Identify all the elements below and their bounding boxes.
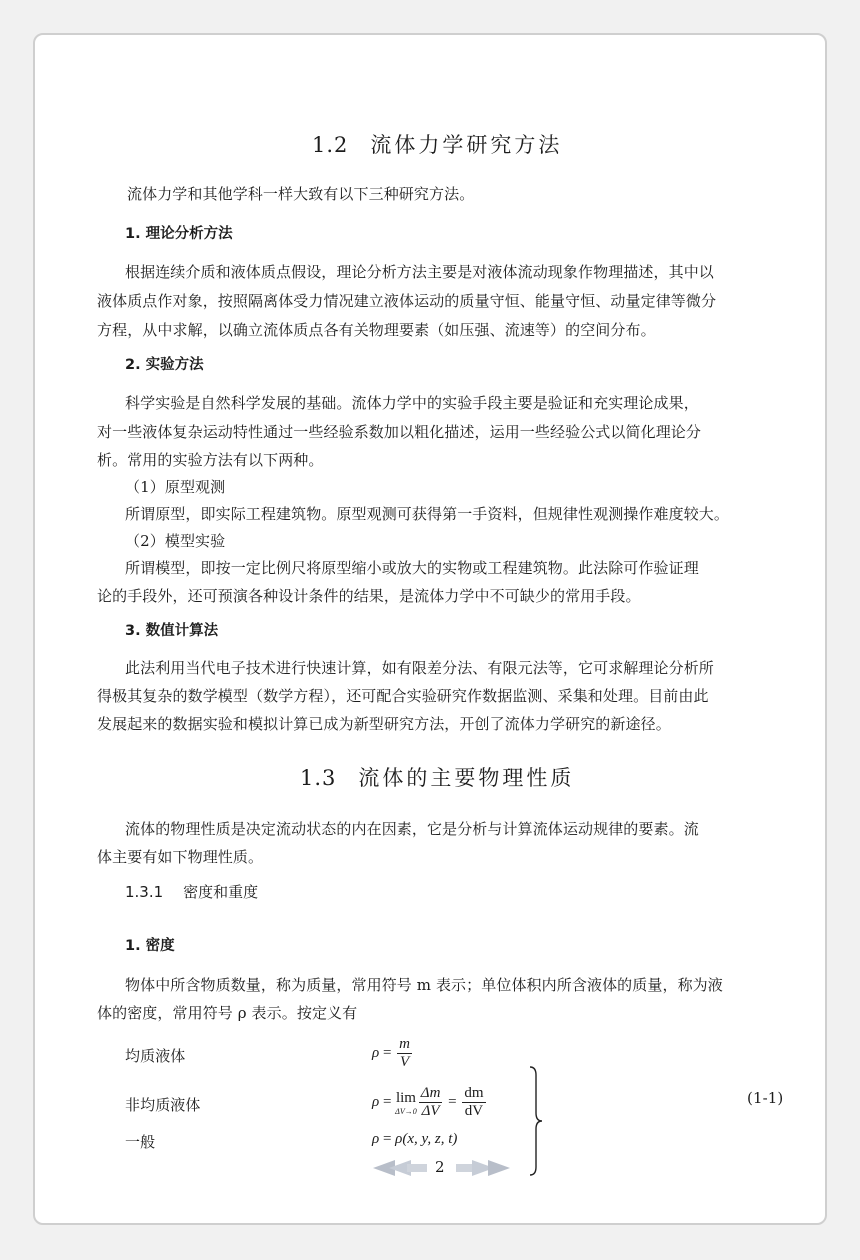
section-title-text: 流体力学研究方法 — [370, 133, 563, 157]
heading-experimental-method: 2. 实验方法 — [125, 357, 204, 373]
subsection-number: 1.3.1 — [125, 883, 164, 901]
subsection-title-text: 密度和重度 — [183, 883, 259, 901]
paragraph-line: 得极其复杂的数学模型（数学方程），还可配合实验研究作数据监测、采集和处理。目前由此 — [97, 687, 709, 705]
paragraph-line: 液体质点作对象，按照隔离体受力情况建立液体运动的质量守恒、能量守恒、动量定律等微分 — [97, 292, 717, 310]
subsection-title-1-3-1 — [125, 881, 258, 902]
paragraph-line: 发展起来的数据实验和模拟计算已成为新型研究方法，开创了流体力学研究的新途径。 — [97, 715, 671, 733]
heading-density: 1. 密度 — [125, 938, 175, 954]
section-number: 1.3 — [300, 766, 337, 790]
section-intro: 流体力学和其他学科一样大致有以下三种研究方法。 — [127, 185, 475, 203]
heading-theory-method: 1. 理论分析方法 — [125, 226, 233, 242]
paragraph-line: 流体的物理性质是决定流动状态的内在因素，它是分析与计算流体运动规律的要素。流 — [125, 820, 699, 838]
paragraph-line: 所谓原型，即实际工程建筑物。原型观测可获得第一手资料，但规律性观测操作难度较大。 — [125, 505, 730, 523]
heading-numerical-method: 3. 数值计算法 — [125, 623, 219, 639]
paragraph-line: 析。常用的实验方法有以下两种。 — [97, 451, 324, 469]
paragraph-line: 方程，从中求解，以确立流体质点各有关物理要素（如压强、流速等）的空间分布。 — [97, 321, 656, 339]
fraction-dm-over-dV: $\frac{dm}{dV}$ — [464, 1085, 484, 1119]
paragraph-line: 体主要有如下物理性质。 — [97, 848, 264, 866]
section-title-1-2 — [312, 129, 562, 159]
equation-number: (1-1) — [747, 1089, 784, 1107]
paragraph-line: 根据连续介质和液体质点假设，理论分析方法主要是对液体流动现象作物理描述，其中以 — [125, 263, 714, 281]
page-number: 2 — [435, 1158, 445, 1176]
equation-label-nonhomogeneous: 非均质液体 — [125, 1096, 201, 1114]
section-number: 1.2 — [312, 133, 349, 157]
paragraph-line: 此法利用当代电子技术进行快速计算，如有限差分法、有限元法等，它可求解理论分析所 — [125, 659, 714, 677]
paragraph-line: 所谓模型，即按一定比例尺将原型缩小或放大的实物或工程建筑物。此法除可作验证理 — [125, 559, 699, 577]
section-title-text: 流体的主要物理性质 — [358, 766, 575, 790]
right-brace — [528, 1065, 544, 1177]
equation-homogeneous: ρ = $\frac{m}{V}$ — [372, 1036, 411, 1070]
subheading-model-experiment: （2）模型实验 — [125, 532, 226, 550]
equation-label-homogeneous: 均质液体 — [125, 1047, 186, 1065]
equation-label-general: 一般 — [125, 1133, 156, 1151]
prev-arrow-icon — [373, 1159, 429, 1177]
paragraph-line: 物体中所含物质数量，称为质量，常用符号 m 表示；单位体积内所含液体的质量，称为液 — [125, 976, 723, 994]
paragraph-line: 科学实验是自然科学发展的基础。流体力学中的实验手段主要是验证和充实理论成果， — [125, 394, 699, 412]
section-title-1-3 — [300, 762, 574, 792]
fraction-delta-m-over-delta-V: $\frac{\Delta m}{\Delta V}$ — [420, 1085, 441, 1119]
subheading-prototype-observation: （1）原型观测 — [125, 478, 226, 496]
limit-operator: lim ΔV→0 — [395, 1089, 417, 1116]
fraction-m-over-V: $\frac{m}{V}$ — [399, 1036, 411, 1070]
paragraph-line: 对一些液体复杂运动特性通过一些经验系数加以粗化描述，运用一些经验公式以简化理论分 — [97, 423, 702, 441]
paragraph-line: 体的密度，常用符号 ρ 表示。按定义有 — [97, 1004, 358, 1022]
paragraph-line: 论的手段外，还可预演各种设计条件的结果，是流体力学中不可缺少的常用手段。 — [97, 587, 641, 605]
next-arrow-icon — [454, 1159, 510, 1177]
page-sheet — [33, 33, 827, 1225]
equation-general: ρ = ρ(x, y, z, t) — [372, 1131, 458, 1147]
equation-nonhomogeneous: ρ = lim ΔV→0 $\frac{\Delta m}{\Delta V}$ = $\frac{dm}{dV}$ — [372, 1085, 484, 1119]
